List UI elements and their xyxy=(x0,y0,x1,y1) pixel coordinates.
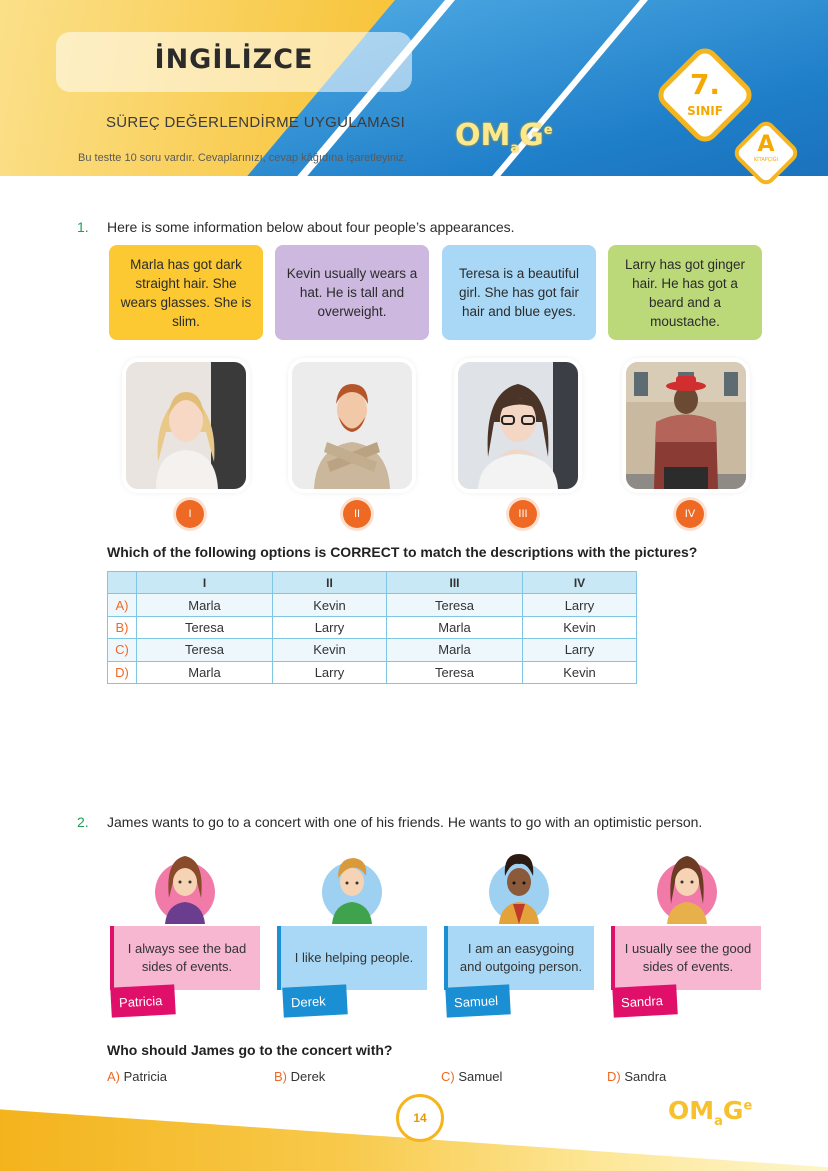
page-subtitle: SÜREÇ DEĞERLENDİRME UYGULAMASI xyxy=(106,114,406,131)
page-number: 14 xyxy=(396,1094,444,1142)
table-row[interactable] xyxy=(108,594,637,616)
answer-option[interactable] xyxy=(274,1069,325,1084)
booklet-badge-text xyxy=(741,133,791,163)
avatar-illustration xyxy=(320,842,384,924)
option-letter[interactable]: C) xyxy=(108,639,137,661)
avatar-sandra xyxy=(655,842,719,924)
avatar-illustration xyxy=(153,842,217,924)
table-cell: Teresa xyxy=(137,616,273,638)
avatar-derek xyxy=(320,842,384,924)
table-header: III xyxy=(386,572,522,594)
page-title: İNGİLİZCE xyxy=(154,44,314,75)
answer-text: Samuel xyxy=(458,1069,503,1084)
table-cell: Kevin xyxy=(273,639,387,661)
picture-label: III xyxy=(509,500,537,528)
speech-bubble: I usually see the good sides of events. xyxy=(611,926,761,990)
table-row[interactable] xyxy=(108,661,637,683)
option-letter[interactable]: A) xyxy=(108,594,137,616)
table-row[interactable] xyxy=(108,639,637,661)
question-text: James wants to go to a concert with one of his friends. He wants to go with an optimistic person. xyxy=(107,814,703,830)
option-letter[interactable]: D) xyxy=(108,661,137,683)
test-instruction: Bu testte 10 soru vardır. Cevaplarınızı, cevap kâğıdına işaretleyiniz. xyxy=(78,152,407,164)
photo-woman-glasses xyxy=(458,362,578,489)
table-cell: Marla xyxy=(386,639,522,661)
table-cell: Teresa xyxy=(137,639,273,661)
answer-letter: B) xyxy=(274,1069,287,1084)
question-number: 1. xyxy=(77,219,89,235)
grade-label: SINIF xyxy=(687,104,723,118)
option-letter[interactable]: B) xyxy=(108,616,137,638)
logo-text: e xyxy=(743,1098,753,1114)
picture-label: II xyxy=(343,500,371,528)
table-cell: Marla xyxy=(137,594,273,616)
table-header: I xyxy=(137,572,273,594)
booklet-label: KİTAPÇIĞI xyxy=(753,157,779,163)
table-cell: Teresa xyxy=(386,661,522,683)
table-header xyxy=(108,572,137,594)
avatar-patricia xyxy=(153,842,217,924)
photo-illustration xyxy=(292,362,412,489)
picture-label: IV xyxy=(676,500,704,528)
table-header-row xyxy=(108,572,637,594)
table-cell: Larry xyxy=(273,661,387,683)
logo-text: a xyxy=(714,1114,723,1129)
grade-number: 7. xyxy=(689,68,721,101)
table-cell: Marla xyxy=(386,616,522,638)
answer-text: Patricia xyxy=(123,1069,167,1084)
answer-text: Derek xyxy=(290,1069,326,1084)
speech-bubble: I like helping people. xyxy=(277,926,427,990)
table-cell: Larry xyxy=(523,594,637,616)
name-tag: Patricia xyxy=(110,984,175,1017)
question-number: 2. xyxy=(77,814,89,830)
photo-man-hat xyxy=(626,362,746,489)
table-cell: Teresa xyxy=(386,594,522,616)
booklet-letter: A xyxy=(757,132,775,157)
answer-letter: C) xyxy=(441,1069,455,1084)
answer-letter: D) xyxy=(607,1069,621,1084)
logo-text: OM xyxy=(455,118,511,153)
name-tag: Derek xyxy=(282,984,347,1017)
avatar-illustration xyxy=(487,842,551,924)
description-card: Larry has got ginger hair. He has got a beard and a moustache. xyxy=(608,245,762,340)
question-text: Here is some information below about four people’s appearances. xyxy=(107,219,515,235)
photo-ginger-man xyxy=(292,362,412,489)
avatar-samuel xyxy=(487,842,551,924)
options-table xyxy=(107,571,637,684)
brand-logo xyxy=(455,118,553,156)
table-header: II xyxy=(273,572,387,594)
question-prompt: Which of the following options is CORRECT to match the descriptions with the pictures? xyxy=(107,544,698,560)
speech-bubble: I always see the bad sides of events. xyxy=(110,926,260,990)
description-card: Marla has got dark straight hair. She wears glasses. She is slim. xyxy=(109,245,263,340)
name-tag: Samuel xyxy=(445,984,510,1017)
photo-illustration xyxy=(458,362,578,489)
photo-illustration xyxy=(126,362,246,489)
name-tag: Sandra xyxy=(612,984,677,1017)
grade-badge-text xyxy=(668,70,742,118)
table-header: IV xyxy=(523,572,637,594)
table-cell: Kevin xyxy=(273,594,387,616)
table-cell: Larry xyxy=(273,616,387,638)
speech-bubble: I am an easygoing and outgoing person. xyxy=(444,926,594,990)
table-cell: Marla xyxy=(137,661,273,683)
logo-text: OM xyxy=(668,1096,715,1125)
table-row[interactable] xyxy=(108,616,637,638)
logo-text: e xyxy=(543,123,553,138)
logo-text: G xyxy=(722,1096,744,1125)
answer-option[interactable] xyxy=(441,1069,502,1084)
answer-option[interactable] xyxy=(107,1069,167,1084)
photo-blonde-woman xyxy=(126,362,246,489)
question-prompt: Who should James go to the concert with? xyxy=(107,1042,393,1058)
table-cell: Kevin xyxy=(523,661,637,683)
description-card: Kevin usually wears a hat. He is tall and overweight. xyxy=(275,245,429,340)
answer-letter: A) xyxy=(107,1069,120,1084)
table-cell: Larry xyxy=(523,639,637,661)
answer-option[interactable] xyxy=(607,1069,666,1084)
logo-text: a xyxy=(510,141,520,156)
answer-text: Sandra xyxy=(624,1069,667,1084)
logo-text: G xyxy=(519,118,544,153)
photo-illustration xyxy=(626,362,746,489)
description-card: Teresa is a beautiful girl. She has got fair hair and blue eyes. xyxy=(442,245,596,340)
picture-label: I xyxy=(176,500,204,528)
brand-logo xyxy=(668,1096,752,1129)
avatar-illustration xyxy=(655,842,719,924)
table-cell: Kevin xyxy=(523,616,637,638)
